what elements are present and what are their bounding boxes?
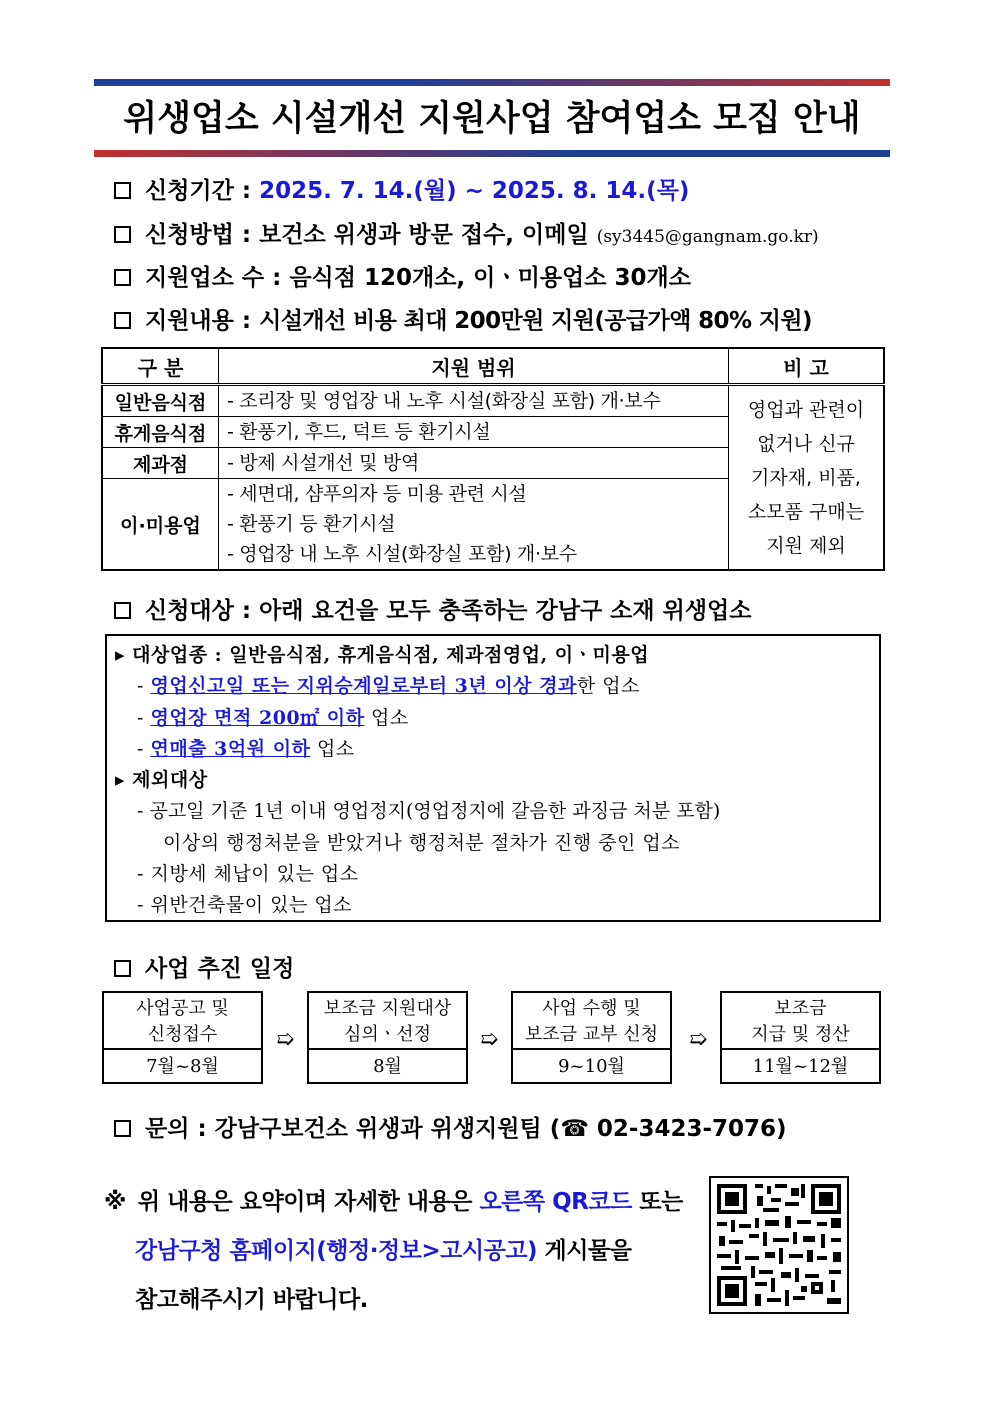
- step-period: 11월~12월: [752, 1056, 849, 1077]
- schedule-step: [102, 991, 263, 1084]
- req3-suffix: 업소: [310, 737, 355, 760]
- step-period: 9~10월: [558, 1056, 625, 1077]
- category-beauty: 이·미용업: [102, 479, 219, 571]
- step-name: 심의ㆍ선정: [344, 1024, 431, 1045]
- checkbox-icon: [114, 226, 131, 243]
- step-name: 보조금: [774, 998, 827, 1019]
- requirement-3: [115, 734, 879, 765]
- schedule-step: [307, 991, 468, 1084]
- req1-suffix: 한 업소: [576, 675, 640, 698]
- period-value: 2025. 7. 14.(월) ~ 2025. 8. 14.(목): [259, 178, 690, 204]
- notice-mark: ※: [104, 1189, 126, 1215]
- req2-highlight: 영업장 면적 200㎡ 이하: [150, 706, 365, 729]
- dash: -: [137, 706, 151, 729]
- step-name: 보조금 지원대상: [323, 998, 452, 1019]
- step-name: 지급 및 정산: [751, 1024, 850, 1045]
- note-line: 소모품 구매는: [747, 500, 865, 523]
- support-table: [101, 347, 885, 571]
- count-label: 지원업소 수 :: [145, 265, 282, 291]
- note-line: 지원 제외: [766, 534, 846, 557]
- arrow-icon: ➯: [689, 1027, 708, 1052]
- schedule-heading-text: 사업 추진 일정: [145, 956, 295, 982]
- category-general-restaurant: 일반음식점: [102, 385, 219, 417]
- method-email: (sy3445@gangnam.go.kr): [596, 227, 819, 247]
- arrow-icon: ➯: [480, 1027, 499, 1052]
- count-value: 음식점 120개소, 이ㆍ미용업소 30개소: [289, 265, 691, 291]
- notice-text: 위 내용은 요약이며 자세한 내용은: [137, 1189, 480, 1215]
- info-count: [114, 259, 691, 292]
- schedule-heading: [114, 950, 294, 983]
- checkbox-icon: [114, 312, 131, 329]
- target-box: [105, 634, 881, 922]
- header-note: 비 고: [729, 348, 885, 385]
- step-name: 보조금 교부 신청: [524, 1024, 659, 1045]
- content-value: 시설개선 비용 최대 200만원 지원(공급가액 80% 지원): [259, 308, 812, 334]
- req3-highlight: 연매출 3억원 이하: [150, 737, 311, 760]
- arrow-icon: ➯: [276, 1027, 295, 1052]
- note-line: 영업과 관련이: [747, 398, 865, 421]
- contact-text: 문의 : 강남구보건소 위생과 위생지원팀 (☎ 02-3423-7076): [145, 1116, 787, 1142]
- scope-beauty: [219, 479, 729, 571]
- notice-text: 참고해주시기 바랍니다.: [135, 1287, 368, 1313]
- period-label: 신청기간 :: [145, 178, 252, 204]
- page-title: 위생업소 시설개선 지원사업 참여업소 모집 안내: [123, 99, 861, 139]
- info-method: [114, 216, 819, 249]
- scope-food-3: - 방제 시설개선 및 방역: [219, 448, 729, 479]
- contact-line: [114, 1110, 787, 1143]
- header-category: 구 분: [102, 348, 219, 385]
- checkbox-icon: [114, 960, 131, 977]
- target-heading: [114, 592, 752, 625]
- target-heading-text: 신청대상 : 아래 요건을 모두 충족하는 강남구 소재 위생업소: [145, 598, 752, 624]
- req1-highlight: 영업신고일 또는 지위승계일로부터 3년 이상 경과: [150, 675, 577, 698]
- notice: [104, 1178, 704, 1325]
- info-period: [114, 172, 689, 205]
- exclusion-1-cont: 이상의 행정처분을 받았거나 행정처분 절차가 진행 중인 업소: [163, 831, 681, 854]
- requirement-2: [115, 703, 879, 734]
- header-scope: 지원 범위: [219, 348, 729, 385]
- scope-beauty-line: - 세면대, 샴푸의자 등 미용 관련 시설: [227, 483, 527, 505]
- scope-food-1: - 조리장 및 영업장 내 노후 시설(화장실 포함) 개·보수: [219, 385, 729, 417]
- title-bar-top: [94, 79, 890, 86]
- method-value: 보건소 위생과 방문 접수, 이메일: [259, 222, 589, 248]
- notice-text: 또는: [631, 1189, 683, 1215]
- step-name: 신청접수: [147, 1024, 218, 1045]
- qr-code[interactable]: [709, 1176, 849, 1314]
- method-label: 신청방법 :: [145, 222, 252, 248]
- info-content: [114, 302, 812, 335]
- checkbox-icon: [114, 269, 131, 286]
- notice-qr-text: 오른쪽 QR코드: [479, 1189, 632, 1215]
- types-label: ▸ 대상업종 : 일반음식점, 휴게음식점, 제과점영업, 이ㆍ미용업: [115, 644, 650, 666]
- notice-text: 게시물을: [537, 1238, 632, 1264]
- schedule-step: [511, 991, 672, 1084]
- exclusion-1: - 공고일 기준 1년 이내 영업정지(영업정지에 갈음한 과징금 처분 포함): [137, 800, 721, 823]
- dash: -: [137, 737, 151, 760]
- req2-suffix: 업소: [364, 706, 409, 729]
- category-bakery: 제과점: [102, 448, 219, 479]
- checkbox-icon: [114, 1120, 131, 1137]
- note-line: 없거나 신규: [757, 432, 855, 455]
- checkbox-icon: [114, 182, 131, 199]
- schedule-step: [720, 991, 881, 1084]
- checkbox-icon: [114, 602, 131, 619]
- content-label: 지원내용 :: [145, 308, 252, 334]
- exclude-label: ▸ 제외대상: [115, 769, 208, 792]
- category-rest-restaurant: 휴게음식점: [102, 417, 219, 448]
- step-name: 사업 수행 및: [542, 998, 641, 1019]
- step-period: 8월: [373, 1056, 402, 1077]
- scope-food-2: - 환풍기, 후드, 덕트 등 환기시설: [219, 417, 729, 448]
- scope-beauty-line: - 환풍기 등 환기시설: [227, 513, 396, 535]
- note-line: 기자재, 비품,: [751, 466, 861, 489]
- qr-code-pattern: [711, 1178, 847, 1312]
- notice-homepage-text: 강남구청 홈페이지(행정·정보>고시공고): [135, 1238, 538, 1264]
- note-cell: [729, 385, 885, 571]
- exclusion-2: - 지방세 체납이 있는 업소: [137, 863, 359, 886]
- exclusion-3: - 위반건축물이 있는 업소: [137, 894, 353, 917]
- scope-beauty-line: - 영업장 내 노후 시설(화장실 포함) 개·보수: [227, 543, 577, 565]
- requirement-1: [115, 671, 879, 702]
- step-period: 7월~8월: [146, 1056, 219, 1077]
- title-bar-bottom: [94, 150, 890, 157]
- step-name: 사업공고 및: [136, 998, 229, 1019]
- dash: -: [137, 675, 151, 698]
